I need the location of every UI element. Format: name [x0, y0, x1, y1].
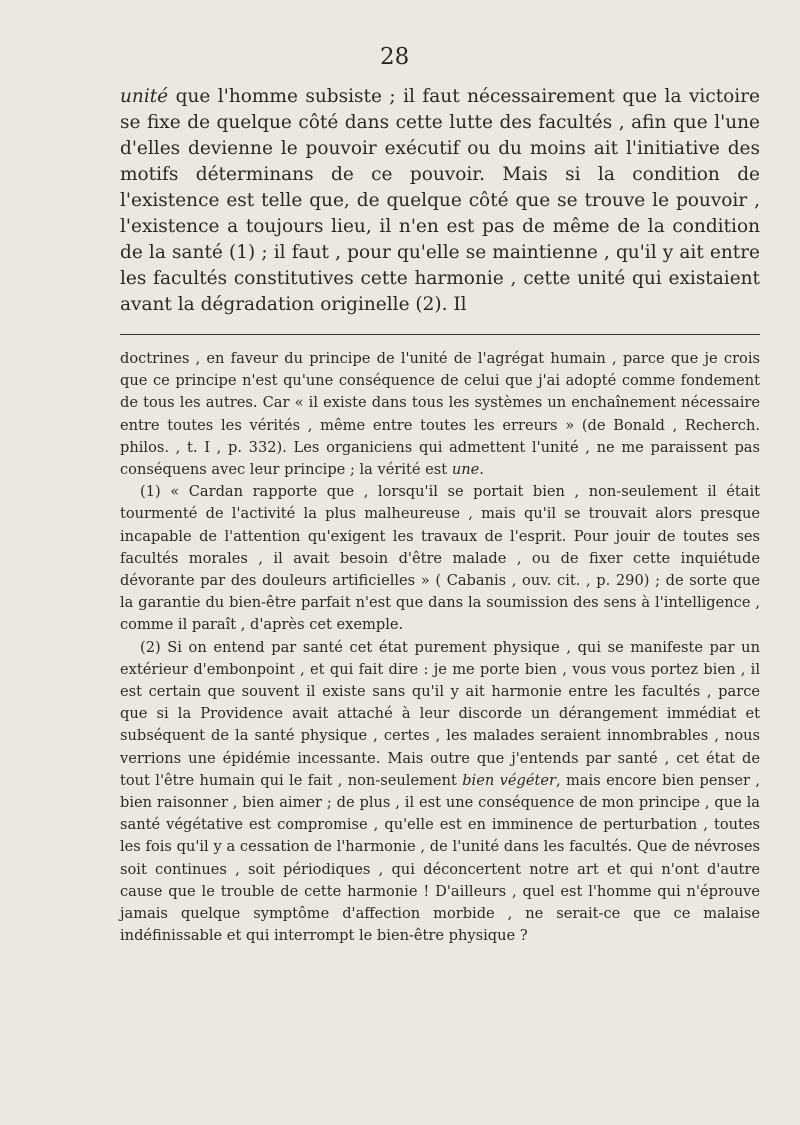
footnote-continuation: doctrines , en faveur du principe de l'unité de l'agrégat humain , parce que je crois que ce principe n'est qu'une conséquence de celui que j'ai adopté comme fondement de tous les autres. Car « il existe dans tous les systèmes un enchaînement nécessaire entre toutes les vérités , même entre toutes les erreurs » (de Bonald , Recherch. philos. , t. I , p. 332). Les organiciens qui admettent l'unité , ne me paraissent pas conséquens avec leur principe ; la vérité est une. [120, 350, 760, 479]
footnote-1: (1) « Cardan rapporte que , lorsqu'il se portait bien , non-seulement il était tourmenté de l'activité la plus malheureuse , mais qu'il se trouvait alors presque incapable de l'attention qu'exigent les travaux de l'esprit. Pour jouir de toutes ses facultés morales , il avait besoin d'être malade , ou de fixer cette inquiétude dévorante par des douleurs artificielles » ( Cabanis , ouv. cit. , p. 290) ; de sorte que la garantie du bien-être parfait n'est que dans la soumission des sens à l'intelligence , comme il paraît , d'après cet exemple. [120, 483, 760, 634]
main-text-italic-lead: unité [120, 86, 169, 107]
footnote-2: (2) Si on entend par santé cet état purement physique , qui se manifeste par un extérieur d'embonpoint , et qui fait dire : je me porte bien , vous vous portez bien , il est certain que souvent il existe sans qu'il y ait harmonie entre les facultés , parce que si la Providence avait attaché à leur discorde un dérangement immédiat et subséquent de la santé physique , certes , les malades seraient innombrables , nous verrions une épidémie incessante. Mais outre que j'entends par santé , cet état de tout l'être humain qui le fait , non-seulement bien végéter, mais encore bien penser , bien raisonner , bien aimer ; de plus , il est une conséquence de mon principe , que la santé végétative est compromise , qu'elle est en imminence de perturbation , toutes les fois qu'il y a cessation de l'harmonie , de l'unité dans les facultés. Que de névroses soit continues , soit périodiques , qui déconcertent notre art et qui n'ont d'autre cause que le trouble de cette harmonie ! D'ailleurs , quel est l'homme qui n'éprouve jamais quelque symptôme d'affection morbide , ne serait-ce que ce malaise indéfinissable et qui interrompt le bien-être physique ? [120, 638, 760, 945]
main-text-body: que l'homme subsiste ; il faut nécessairement que la victoire se fixe de quelque côté dans cette lutte des facultés , afin que l'une d'elles devienne le pouvoir exécutif ou du moins ait l'initiative des motifs déterminans de ce pouvoir. Mais si la condition de l'existence est telle que, de quelque côté que se trouve le pouvoir , l'existence a toujours lieu, il n'en est pas de même de la condition de la santé (1) ; il faut , pour qu'elle se maintienne , qu'il y ait entre les facultés constitutives cette harmonie , cette unité qui existaient avant la dégradation originelle (2). Il [120, 86, 760, 315]
footnotes [120, 348, 760, 947]
main-text [120, 84, 760, 318]
footnote-divider [120, 334, 760, 335]
page-number: 28 [380, 44, 410, 70]
